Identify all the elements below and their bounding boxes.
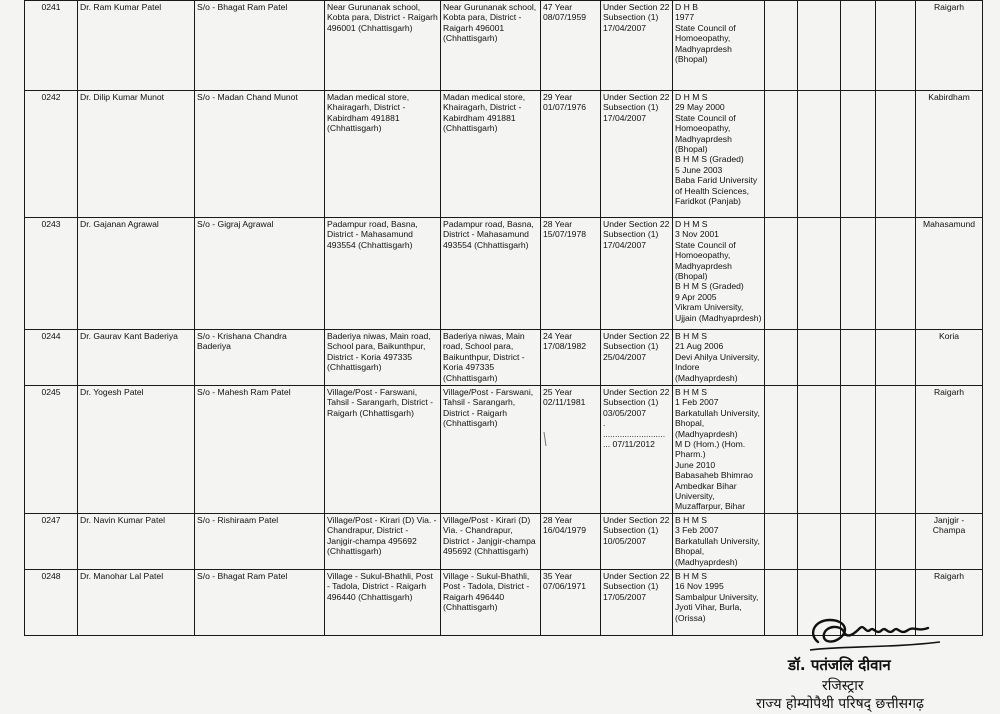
serial-number: 0247 [25, 513, 78, 569]
blank-cell [841, 91, 876, 218]
district: Raigarh [916, 386, 983, 514]
registration-section: Under Section 22 Subsection (1) 10/05/2007 [601, 513, 673, 569]
correspondence-address: Baderiya niwas, Main road, School para, Baikunthpur, District - Koria 497335 (Chhattisgarh) [441, 330, 541, 386]
serial-number: 0248 [25, 569, 78, 635]
parent-name: S/o - Bhagat Ram Patel [195, 569, 325, 635]
blank-cell [876, 91, 916, 218]
age: 24 Year [543, 331, 573, 341]
pen-mark [540, 430, 550, 450]
age-dob [541, 513, 601, 569]
district: Raigarh [916, 1, 983, 91]
registration-section: Under Section 22 Subsection (1) 17/05/2007 [601, 569, 673, 635]
qualification: D H M S 29 May 2000 State Council of Homoeopathy, Madhyaprdesh (Bhopal) B H M S (Graded) 5 June 2003 Baba Farid University of Health Sciences, Faridkot (Panjab) [673, 91, 765, 218]
age: 28 Year [543, 219, 573, 229]
practitioner-name: Dr. Gajanan Agrawal [78, 218, 195, 330]
correspondence-address: Madan medical store, Khairagarh, District - Kabirdham 491881 (Chhattisgarh) [441, 91, 541, 218]
registration-section: Under Section 22 Subsection (1) 25/04/2007 [601, 330, 673, 386]
blank-cell [841, 218, 876, 330]
practitioner-name: Dr. Navin Kumar Patel [78, 513, 195, 569]
registrar-name: डॉ. पतंजलि दीवान [788, 656, 891, 674]
registration-section: Under Section 22 Subsection (1) 17/04/2007 [601, 218, 673, 330]
district: Raigarh [916, 569, 983, 635]
date-of-birth: 07/06/1971 [543, 581, 587, 592]
qualification: D H M S 3 Nov 2001 State Council of Homoeopathy, Madhyaprdesh (Bhopal) B H M S (Graded) 9 Apr 2005 Vikram University, Ujjain (Madhyaprdesh) [673, 218, 765, 330]
qualification: B H M S 16 Nov 1995 Sambalpur University, Jyoti Vihar, Burla, (Orissa) [673, 569, 765, 635]
serial-number: 0244 [25, 330, 78, 386]
table-row [25, 91, 983, 218]
age-dob [541, 218, 601, 330]
blank-cell [876, 218, 916, 330]
date-of-birth: 15/07/1978 [543, 229, 587, 240]
blank-cell [798, 91, 841, 218]
blank-cell [765, 91, 798, 218]
blank-cell [841, 386, 876, 514]
age: 29 Year [543, 92, 573, 102]
serial-number: 0242 [25, 91, 78, 218]
table-row [25, 218, 983, 330]
registration-section: Under Section 22 Subsection (1) 03/05/2007 . .......................... ... 07/11/2012 [601, 386, 673, 514]
district: Koria [916, 330, 983, 386]
permanent-address: Padampur road, Basna, District - Mahasamund 493554 (Chhattisgarh) [325, 218, 441, 330]
blank-cell [765, 218, 798, 330]
blank-cell [876, 386, 916, 514]
blank-cell [765, 386, 798, 514]
age: 47 Year [543, 2, 573, 12]
correspondence-address: Village/Post - Farswani, Tahsil - Sarangarh, District - Raigarh (Chhattisgarh) [441, 386, 541, 514]
parent-name: S/o - Gigraj Agrawal [195, 218, 325, 330]
blank-cell [798, 513, 841, 569]
age-dob [541, 330, 601, 386]
district: Janjgir - Champa [916, 513, 983, 569]
permanent-address: Village/Post - Kirari (D) Via. - Chandrapur, District - Janjgir-champa 495692 (Chhattisgarh) [325, 513, 441, 569]
qualification: B H M S 21 Aug 2006 Devi Ahilya University, Indore (Madhyaprdesh) [673, 330, 765, 386]
age-dob [541, 1, 601, 91]
blank-cell [798, 330, 841, 386]
blank-cell [798, 386, 841, 514]
table-row [25, 1, 983, 91]
parent-name: S/o - Mahesh Ram Patel [195, 386, 325, 514]
correspondence-address: Padampur road, Basna, District - Mahasamund 493554 (Chhattisgarh) [441, 218, 541, 330]
blank-cell [765, 513, 798, 569]
parent-name: S/o - Rishiraam Patel [195, 513, 325, 569]
registration-section: Under Section 22 Subsection (1) 17/04/2007 [601, 1, 673, 91]
age: 35 Year [543, 570, 573, 581]
age-dob [541, 569, 601, 635]
permanent-address: Near Gurunanak school, Kobta para, District - Raigarh 496001 (Chhattisgarh) [325, 1, 441, 91]
district: Kabirdham [916, 91, 983, 218]
correspondence-address: Near Gurunanak school, Kobta para, District - Raigarh 496001 (Chhattisgarh) [441, 1, 541, 91]
blank-cell [876, 330, 916, 386]
correspondence-address: Village/Post - Kirari (D) Via. - Chandrapur, District - Janjgir-champa 495692 (Chhattisgarh) [441, 513, 541, 569]
blank-cell [765, 330, 798, 386]
date-of-birth: 17/08/1982 [543, 341, 587, 352]
date-of-birth: 02/11/1981 [543, 397, 586, 408]
permanent-address: Baderiya niwas, Main road, School para, Baikunthpur, District - Koria 497335 (Chhattisgarh) [325, 330, 441, 386]
blank-cell [841, 513, 876, 569]
serial-number: 0243 [25, 218, 78, 330]
registration-table [24, 0, 983, 636]
blank-cell [876, 513, 916, 569]
date-of-birth: 01/07/1976 [543, 102, 587, 113]
qualification: B H M S 3 Feb 2007 Barkatullah University, Bhopal, (Madhyaprdesh) [673, 513, 765, 569]
qualification: B H M S 1 Feb 2007 Barkatullah University, Bhopal, (Madhyaprdesh) M D (Hom.) (Hom. Pharm.) June 2010 Babasaheb Bhimrao Ambedkar Bihar University, Muzaffarpur, Bihar [673, 386, 765, 514]
registrar-title: रजिस्ट्रार [822, 678, 864, 694]
date-of-birth: 16/04/1979 [543, 525, 587, 536]
permanent-address: Village/Post - Farswani, Tahsil - Sarangarh, District - Raigarh (Chhattisgarh) [325, 386, 441, 514]
correspondence-address: Village - Sukul-Bhathli, Post - Tadola, District - Raigarh 496440 (Chhattisgarh) [441, 569, 541, 635]
age: 28 Year [543, 514, 573, 525]
blank-cell [765, 1, 798, 91]
table-row [25, 386, 983, 514]
practitioner-name: Dr. Gaurav Kant Baderiya [78, 330, 195, 386]
table-row [25, 330, 983, 386]
practitioner-name: Dr. Yogesh Patel [78, 386, 195, 514]
qualification: D H B 1977 State Council of Homoeopathy, Madhyaprdesh (Bhopal) [673, 1, 765, 91]
parent-name: S/o - Bhagat Ram Patel [195, 1, 325, 91]
council-name: राज्य होम्योपैथी परिषद् छत्तीसगढ़ [756, 696, 924, 712]
blank-cell [798, 1, 841, 91]
age-dob [541, 91, 601, 218]
practitioner-name: Dr. Ram Kumar Patel [78, 1, 195, 91]
age: 25 Year [543, 387, 573, 397]
parent-name: S/o - Krishana Chandra Baderiya [195, 330, 325, 386]
permanent-address: Village - Sukul-Bhathli, Post - Tadola, District - Raigarh 496440 (Chhattisgarh) [325, 569, 441, 635]
serial-number: 0245 [25, 386, 78, 514]
date-of-birth: 08/07/1959 [543, 12, 587, 23]
handwritten-signature-icon [800, 612, 950, 660]
blank-cell [841, 330, 876, 386]
practitioner-name: Dr. Dilip Kumar Munot [78, 91, 195, 218]
serial-number: 0241 [25, 1, 78, 91]
blank-cell [876, 1, 916, 91]
district: Mahasamund [916, 218, 983, 330]
blank-cell [798, 218, 841, 330]
blank-cell [841, 1, 876, 91]
permanent-address: Madan medical store, Khairagarh, District - Kabirdham 491881 (Chhattisgarh) [325, 91, 441, 218]
table-row [25, 513, 983, 569]
practitioner-name: Dr. Manohar Lal Patel [78, 569, 195, 635]
registration-section: Under Section 22 Subsection (1) 17/04/2007 [601, 91, 673, 218]
parent-name: S/o - Madan Chand Munot [195, 91, 325, 218]
